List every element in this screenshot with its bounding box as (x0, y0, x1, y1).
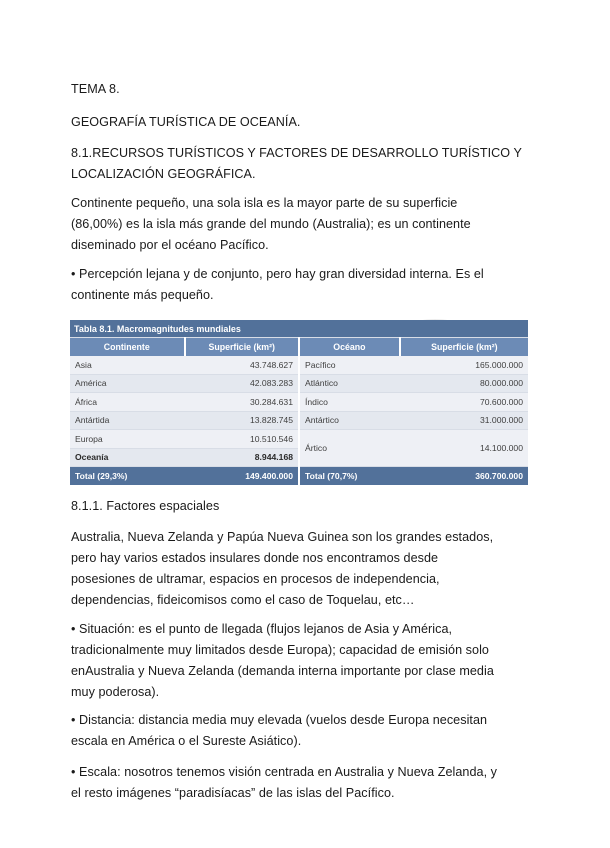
text-line: pero hay varios estados insulares donde nos encontramos desde (71, 551, 439, 565)
table-cell: Pacífico (299, 356, 400, 374)
table-cell: 31.000.000 (400, 411, 528, 430)
text-line: posesiones de ultramar, espacios en procesos de independencia, (71, 572, 440, 586)
table-cell: Índico (299, 393, 400, 412)
bullet-escala (71, 762, 541, 804)
table-cell: 165.000.000 (400, 356, 528, 374)
text-line: tradicionalmente muy limitados desde Europa); capacidad de emisión solo (71, 643, 489, 657)
table-cell: 70.600.000 (400, 393, 528, 412)
table-cell: 43.748.627 (185, 356, 300, 374)
heading-section-8-1 (71, 143, 541, 185)
table-cell: Antártida (70, 411, 185, 430)
table-row (70, 430, 528, 449)
table-cell: Ártico (299, 430, 400, 467)
table-title: Tabla 8.1. Macromagnitudes mundiales (70, 320, 528, 338)
text-line: diseminado por el océano Pacífico. (71, 238, 269, 252)
table-cell: 13.828.745 (185, 411, 300, 430)
table-row (70, 393, 528, 412)
table-cell: Atlántico (299, 374, 400, 393)
text-line: 8.1.RECURSOS TURÍSTICOS Y FACTORES DE DESARROLLO TURÍSTICO Y (71, 146, 522, 160)
bullet-distancia (71, 710, 541, 752)
table-header-cell: Océano (299, 338, 400, 357)
subheading-factores-espaciales: 8.1.1. Factores espaciales (71, 499, 220, 513)
text-line: • Distancia: distancia media muy elevada (vuelos desde Europa necesitan (71, 713, 488, 727)
table-header-cell: Continente (70, 338, 185, 357)
table-cell: Antártico (299, 411, 400, 430)
text-line: muy poderosa). (71, 685, 160, 699)
text-line: escala en América o el Sureste Asiático). (71, 734, 302, 748)
bullet-percepcion (71, 264, 541, 306)
text-line: dependencias, fideicomisos como el caso de Toquelau, etc… (71, 593, 415, 607)
text-line: (86,00%) es la isla más grande del mundo (Australia); es un continente (71, 217, 471, 231)
text-line: el resto imágenes “paradisíacas” de las islas del Pacífico. (71, 786, 395, 800)
text-line: • Escala: nosotros tenemos visión centrada en Australia y Nueva Zelanda, y (71, 765, 498, 779)
table-cell: 42.083.283 (185, 374, 300, 393)
table-cell: 10.510.546 (185, 430, 300, 449)
table-cell: Europa (70, 430, 185, 449)
table-cell: Total (29,3%) (70, 467, 185, 486)
table-cell: 80.000.000 (400, 374, 528, 393)
heading-geografia: GEOGRAFÍA TURÍSTICA DE OCEANÍA. (71, 115, 301, 129)
intro-paragraph (71, 193, 541, 256)
text-line: • Percepción lejana y de conjunto, pero hay gran diversidad interna. Es el (71, 267, 484, 281)
text-line: continente más pequeño. (71, 288, 214, 302)
text-line: • Situación: es el punto de llegada (flujos lejanos de Asia y América, (71, 622, 453, 636)
table-cell: Oceanía (70, 448, 185, 467)
table-row (70, 356, 528, 374)
table-cell: 360.700.000 (400, 467, 528, 486)
factores-paragraph (71, 527, 541, 611)
table-cell: Total (70,7%) (299, 467, 400, 486)
table-cell: 149.400.000 (185, 467, 300, 486)
macromagnitudes-table (70, 320, 528, 485)
heading-tema: TEMA 8. (71, 82, 120, 96)
table-cell: 30.284.631 (185, 393, 300, 412)
table-cell: 14.100.000 (400, 430, 528, 467)
table-row (70, 411, 528, 430)
table-cell: América (70, 374, 185, 393)
bullet-situacion (71, 619, 541, 703)
text-line: LOCALIZACIÓN GEOGRÁFICA. (71, 167, 256, 181)
text-line: Continente pequeño, una sola isla es la mayor parte de su superficie (71, 196, 458, 210)
table-header-cell: Superficie (km²) (185, 338, 300, 357)
table-cell: África (70, 393, 185, 412)
text-line: enAustralia y Nueva Zelanda (demanda interna importante por clase media (71, 664, 494, 678)
table-cell: Asia (70, 356, 185, 374)
table-header-cell: Superficie (km²) (400, 338, 528, 357)
table-cell: 8.944.168 (185, 448, 300, 467)
table-row (70, 374, 528, 393)
text-line: Australia, Nueva Zelanda y Papúa Nueva Guinea son los grandes estados, (71, 530, 494, 544)
table-total-row (70, 467, 528, 486)
